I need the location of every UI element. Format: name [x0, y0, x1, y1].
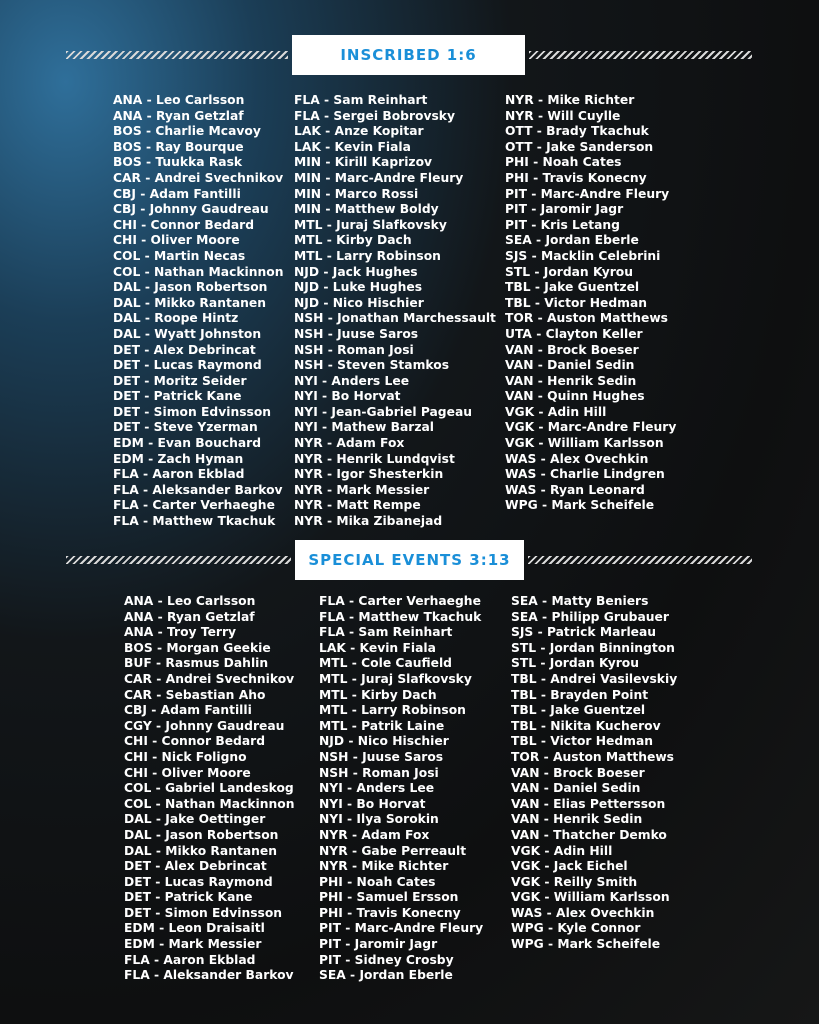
inscribed-column-1	[113, 93, 283, 530]
inscribed-column-3	[505, 93, 676, 514]
list-item: NSH - Steven Stamkos	[294, 358, 450, 373]
list-item: SEA - Jordan Eberle	[319, 968, 453, 983]
list-item: PIT - Jaromir Jagr	[319, 937, 438, 952]
list-item: OTT - Brady Tkachuk	[505, 124, 649, 139]
list-item: CAR - Sebastian Aho	[124, 687, 266, 702]
special-events-title: SPECIAL EVENTS 3:13	[308, 551, 511, 569]
list-item: MTL - Juraj Slafkovsky	[294, 217, 447, 232]
list-item: EDM - Leon Draisaitl	[124, 921, 265, 936]
list-item: DAL - Wyatt Johnston	[113, 326, 262, 341]
list-item: PHI - Noah Cates	[505, 155, 622, 170]
list-item: NYR - Mark Messier	[294, 482, 430, 497]
list-item: TBL - Victor Hedman	[505, 295, 648, 310]
list-item: SEA - Jordan Eberle	[505, 233, 639, 248]
list-item: VGK - Adin Hill	[511, 843, 613, 858]
list-item: DET - Simon Edvinsson	[113, 404, 272, 419]
list-item: MIN - Kirill Kaprizov	[294, 155, 433, 170]
list-item: VAN - Daniel Sedin	[511, 781, 641, 796]
list-item: NYI - Mathew Barzal	[294, 420, 434, 435]
inscribed-column-2	[294, 93, 496, 530]
list-item: VGK - Marc-Andre Fleury	[505, 420, 677, 435]
list-item: DET - Patrick Kane	[124, 890, 253, 905]
list-item: COL - Martin Necas	[113, 248, 246, 263]
list-item: BOS - Morgan Geekie	[124, 640, 271, 655]
list-item: PHI - Noah Cates	[319, 874, 436, 889]
list-item: VAN - Brock Boeser	[511, 765, 645, 780]
special-events-column-2	[319, 594, 483, 984]
list-item: ANA - Ryan Getzlaf	[124, 609, 255, 624]
list-item: STL - Jordan Kyrou	[511, 656, 639, 671]
special-events-column-3	[511, 594, 677, 953]
list-item: ANA - Leo Carlsson	[124, 594, 256, 608]
special-events-column-1	[124, 594, 294, 984]
list-item: NYI - Ilya Sorokin	[319, 812, 439, 827]
list-item: TOR - Auston Matthews	[505, 311, 668, 326]
list-item: NSH - Juuse Saros	[319, 749, 444, 764]
list-item: CHI - Nick Foligno	[124, 749, 247, 764]
list-item: NSH - Juuse Saros	[294, 326, 419, 341]
list-item: CHI - Connor Bedard	[113, 217, 255, 232]
list-item: PIT - Jaromir Jagr	[505, 202, 624, 217]
list-item: SJS - Patrick Marleau	[511, 625, 657, 640]
list-item: FLA - Sam Reinhart	[319, 625, 453, 640]
list-item: WAS - Ryan Leonard	[505, 482, 645, 497]
list-item: NYI - Jean-Gabriel Pageau	[294, 404, 472, 419]
list-item: TBL - Nikita Kucherov	[511, 718, 661, 733]
list-item: MTL - Cole Caufield	[319, 656, 452, 671]
list-item: ANA - Troy Terry	[124, 625, 237, 640]
special-events-title-box	[295, 540, 524, 580]
list-item: DAL - Jake Oettinger	[124, 812, 266, 827]
list-item: MTL - Larry Robinson	[294, 248, 441, 263]
list-item: VAN - Brock Boeser	[505, 342, 639, 357]
list-item: DAL - Jason Robertson	[113, 280, 268, 295]
list-item: NJD - Luke Hughes	[294, 280, 423, 295]
list-item: EDM - Mark Messier	[124, 937, 262, 952]
list-item: FLA - Sergei Bobrovsky	[294, 108, 455, 123]
list-item: MTL - Patrik Laine	[319, 718, 445, 733]
list-item: SEA - Philipp Grubauer	[511, 609, 669, 624]
list-item: WAS - Alex Ovechkin	[505, 451, 649, 466]
list-item: NYI - Anders Lee	[294, 373, 410, 388]
list-item: VGK - William Karlsson	[511, 890, 670, 905]
list-item: VAN - Quinn Hughes	[505, 389, 645, 404]
list-item: STL - Jordan Binnington	[511, 640, 675, 655]
list-item: NYR - Matt Rempe	[294, 498, 421, 513]
list-item: FLA - Aleksander Barkov	[113, 482, 283, 497]
list-item: NYI - Bo Horvat	[319, 796, 426, 811]
header-rule-right	[528, 556, 752, 564]
list-item: NSH - Roman Josi	[319, 765, 439, 780]
inscribed-header	[0, 35, 819, 75]
list-item: TBL - Victor Hedman	[511, 734, 654, 749]
list-item: VAN - Daniel Sedin	[505, 358, 635, 373]
list-item: ANA - Leo Carlsson	[113, 93, 245, 107]
list-item: MIN - Marco Rossi	[294, 186, 419, 201]
list-item: VGK - Jack Eichel	[511, 859, 628, 874]
list-item: FLA - Aaron Ekblad	[113, 467, 245, 482]
list-item: CAR - Andrei Svechnikov	[124, 671, 295, 686]
list-item: WAS - Charlie Lindgren	[505, 467, 665, 482]
list-item: DET - Lucas Raymond	[113, 358, 262, 373]
list-item: FLA - Matthew Tkachuk	[319, 609, 482, 624]
list-item: NYI - Anders Lee	[319, 781, 435, 796]
list-item: MIN - Matthew Boldy	[294, 202, 439, 217]
list-item: PIT - Sidney Crosby	[319, 952, 454, 967]
list-item: NYI - Bo Horvat	[294, 389, 401, 404]
list-item: NJD - Nico Hischier	[294, 295, 424, 310]
list-item: NYR - Adam Fox	[319, 827, 430, 842]
list-item: NYR - Henrik Lundqvist	[294, 451, 455, 466]
list-item: FLA - Carter Verhaeghe	[113, 498, 275, 513]
list-item: DET - Steve Yzerman	[113, 420, 258, 435]
list-item: NYR - Igor Shesterkin	[294, 467, 444, 482]
list-item: BUF - Rasmus Dahlin	[124, 656, 269, 671]
list-item: FLA - Matthew Tkachuk	[113, 514, 276, 529]
list-item: COL - Nathan Mackinnon	[113, 264, 284, 279]
list-item: NYR - Will Cuylle	[505, 108, 621, 123]
list-item: PIT - Marc-Andre Fleury	[505, 186, 670, 201]
list-item: CHI - Oliver Moore	[113, 233, 240, 248]
list-item: PHI - Travis Konecny	[505, 170, 647, 185]
special-events-header	[0, 540, 819, 580]
list-item: TBL - Brayden Point	[511, 687, 649, 702]
list-item: VAN - Henrik Sedin	[511, 812, 643, 827]
header-rule-left	[66, 556, 291, 564]
list-item: DET - Simon Edvinsson	[124, 905, 283, 920]
header-rule-left	[66, 51, 288, 59]
list-item: EDM - Evan Bouchard	[113, 436, 262, 451]
list-item: FLA - Aaron Ekblad	[124, 952, 256, 967]
inscribed-title: INSCRIBED 1:6	[340, 46, 477, 64]
list-item: TBL - Andrei Vasilevskiy	[511, 671, 678, 686]
list-item: OTT - Jake Sanderson	[505, 139, 654, 154]
list-item: NYR - Gabe Perreault	[319, 843, 467, 858]
list-item: TBL - Jake Guentzel	[511, 703, 646, 718]
list-item: MTL - Juraj Slafkovsky	[319, 671, 472, 686]
list-item: FLA - Carter Verhaeghe	[319, 594, 481, 608]
list-item: PIT - Marc-Andre Fleury	[319, 921, 484, 936]
list-item: VAN - Henrik Sedin	[505, 373, 637, 388]
list-item: FLA - Sam Reinhart	[294, 93, 428, 107]
list-item: MIN - Marc-Andre Fleury	[294, 170, 464, 185]
list-item: NYR - Mike Richter	[505, 93, 635, 107]
list-item: NSH - Roman Josi	[294, 342, 414, 357]
list-item: STL - Jordan Kyrou	[505, 264, 633, 279]
list-item: DAL - Jason Robertson	[124, 827, 279, 842]
list-item: DET - Lucas Raymond	[124, 874, 273, 889]
list-item: LAK - Kevin Fiala	[319, 640, 436, 655]
list-item: WPG - Mark Scheifele	[505, 498, 655, 513]
list-item: NJD - Nico Hischier	[319, 734, 449, 749]
list-item: ANA - Ryan Getzlaf	[113, 108, 244, 123]
list-item: SEA - Matty Beniers	[511, 594, 649, 608]
list-item: NYR - Mika Zibanejad	[294, 514, 443, 529]
list-item: VAN - Thatcher Demko	[511, 827, 667, 842]
list-item: DAL - Mikko Rantanen	[124, 843, 277, 858]
list-item: VGK - Adin Hill	[505, 404, 607, 419]
list-item: NSH - Jonathan Marchessault	[294, 311, 496, 326]
list-item: BOS - Charlie Mcavoy	[113, 124, 261, 139]
list-item: CAR - Andrei Svechnikov	[113, 170, 284, 185]
list-item: CBJ - Adam Fantilli	[124, 703, 252, 718]
list-item: SJS - Macklin Celebrini	[505, 248, 661, 263]
list-item: BOS - Ray Bourque	[113, 139, 244, 154]
list-item: NYR - Mike Richter	[319, 859, 449, 874]
list-item: CGY - Johnny Gaudreau	[124, 718, 285, 733]
list-item: DAL - Roope Hintz	[113, 311, 239, 326]
list-item: TBL - Jake Guentzel	[505, 280, 640, 295]
list-item: DAL - Mikko Rantanen	[113, 295, 266, 310]
list-item: CHI - Oliver Moore	[124, 765, 251, 780]
list-item: FLA - Aleksander Barkov	[124, 968, 294, 983]
list-item: LAK - Kevin Fiala	[294, 139, 411, 154]
list-item: MTL - Kirby Dach	[294, 233, 412, 248]
list-item: MTL - Kirby Dach	[319, 687, 437, 702]
list-item: DET - Alex Debrincat	[124, 859, 267, 874]
list-item: PHI - Travis Konecny	[319, 905, 461, 920]
list-item: VGK - William Karlsson	[505, 436, 664, 451]
list-item: CHI - Connor Bedard	[124, 734, 266, 749]
list-item: PIT - Kris Letang	[505, 217, 620, 232]
list-item: DET - Patrick Kane	[113, 389, 242, 404]
list-item: COL - Nathan Mackinnon	[124, 796, 295, 811]
list-item: TOR - Auston Matthews	[511, 749, 674, 764]
list-item: WAS - Alex Ovechkin	[511, 905, 655, 920]
list-item: COL - Gabriel Landeskog	[124, 781, 294, 796]
list-item: WPG - Mark Scheifele	[511, 937, 661, 952]
list-item: NJD - Jack Hughes	[294, 264, 418, 279]
list-item: CBJ - Adam Fantilli	[113, 186, 241, 201]
list-item: LAK - Anze Kopitar	[294, 124, 424, 139]
list-item: DET - Moritz Seider	[113, 373, 247, 388]
list-item: PHI - Samuel Ersson	[319, 890, 459, 905]
list-item: NYR - Adam Fox	[294, 436, 405, 451]
list-item: WPG - Kyle Connor	[511, 921, 641, 936]
list-item: CBJ - Johnny Gaudreau	[113, 202, 269, 217]
header-rule-right	[529, 51, 752, 59]
list-item: DET - Alex Debrincat	[113, 342, 256, 357]
list-item: VGK - Reilly Smith	[511, 874, 638, 889]
list-item: MTL - Larry Robinson	[319, 703, 466, 718]
list-item: VAN - Elias Pettersson	[511, 796, 666, 811]
list-item: EDM - Zach Hyman	[113, 451, 244, 466]
list-item: UTA - Clayton Keller	[505, 326, 643, 341]
inscribed-title-box	[292, 35, 525, 75]
list-item: BOS - Tuukka Rask	[113, 155, 243, 170]
